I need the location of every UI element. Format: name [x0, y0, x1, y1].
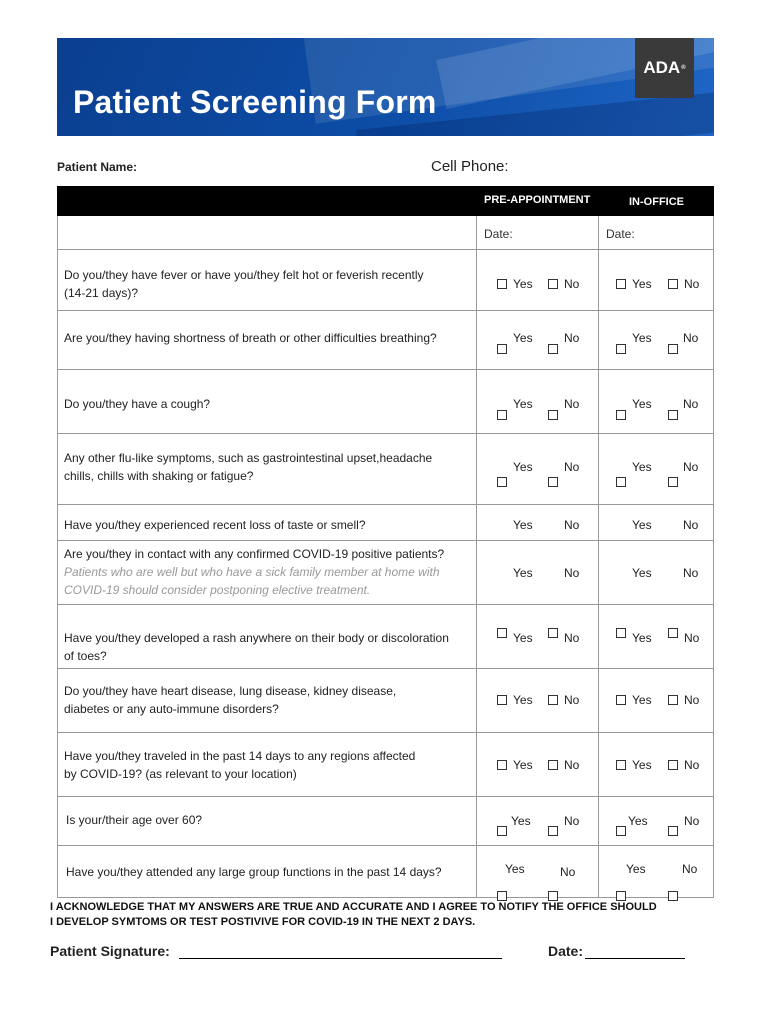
yes-label: Yes — [632, 518, 652, 532]
ada-logo — [635, 38, 694, 98]
pre-appointment-date-label: Date: — [484, 227, 513, 241]
yes-label: Yes — [513, 277, 533, 291]
yes-label: Yes — [632, 758, 652, 772]
no-label: No — [564, 331, 580, 345]
in-yes-checkbox[interactable] — [616, 760, 626, 770]
question-shortness-of-breath — [64, 329, 437, 347]
in-yes-checkbox[interactable] — [616, 695, 626, 705]
question-rash — [64, 629, 449, 665]
question-text: by COVID-19? (as relevant to your location) — [64, 767, 297, 781]
question-text: Have you/they experienced recent loss of taste or smell? — [64, 518, 366, 532]
pre-yes-checkbox[interactable] — [497, 279, 507, 289]
question-text: Are you/they having shortness of breath or other difficulties breathing? — [64, 331, 437, 345]
in-yes-checkbox[interactable] — [616, 344, 626, 354]
yes-label: Yes — [513, 331, 533, 345]
yes-label: Yes — [505, 862, 525, 876]
yes-label: Yes — [632, 693, 652, 707]
question-loss-of-taste — [64, 516, 366, 534]
col-header-pre-appointment: PRE-APPOINTMENT — [484, 194, 591, 206]
question-text: Do you/they have a cough? — [64, 397, 211, 411]
yes-label: Yes — [513, 631, 533, 645]
yes-label: Yes — [511, 814, 531, 828]
in-no-checkbox[interactable] — [668, 760, 678, 770]
pre-yes-checkbox[interactable] — [497, 760, 507, 770]
in-yes-checkbox[interactable] — [616, 628, 626, 638]
pre-yes-checkbox[interactable] — [497, 344, 507, 354]
question-age — [66, 811, 202, 829]
question-flu-like-symptoms — [64, 449, 432, 485]
yes-label: Yes — [513, 566, 533, 580]
no-label: No — [564, 397, 580, 411]
pre-yes-checkbox[interactable] — [497, 628, 507, 638]
in-yes-checkbox[interactable] — [616, 826, 626, 836]
question-text: Do you/they have heart disease, lung disease, kidney disease, — [64, 684, 397, 698]
question-heart-disease — [64, 682, 396, 718]
signature-date-field[interactable] — [585, 958, 685, 959]
in-no-checkbox[interactable] — [668, 477, 678, 487]
page-title: Patient Screening Form — [73, 84, 437, 120]
signature-date-label: Date: — [548, 943, 584, 959]
ada-logo-mark: ® — [681, 65, 686, 71]
in-no-checkbox[interactable] — [668, 695, 678, 705]
yes-label: Yes — [513, 758, 533, 772]
in-yes-checkbox[interactable] — [616, 410, 626, 420]
in-no-checkbox[interactable] — [668, 826, 678, 836]
no-label: No — [564, 814, 580, 828]
question-travel — [64, 747, 415, 783]
yes-label: Yes — [513, 460, 533, 474]
pre-no-checkbox[interactable] — [548, 344, 558, 354]
column-divider — [598, 216, 599, 898]
question-text: Are you/they in contact with any confirmed COVID-19 positive patients? — [64, 547, 445, 561]
question-text: (14-21 days)? — [64, 286, 139, 300]
yes-label: Yes — [513, 397, 533, 411]
question-fever — [64, 266, 424, 302]
question-text: Any other flu-like symptoms, such as gastrointestinal upset,headache — [64, 451, 433, 465]
no-label: No — [684, 631, 700, 645]
yes-label: Yes — [632, 566, 652, 580]
column-divider — [476, 216, 477, 898]
question-text: Is your/their age over 60? — [66, 813, 203, 827]
pre-no-checkbox[interactable] — [548, 477, 558, 487]
yes-label: Yes — [513, 693, 533, 707]
yes-label: Yes — [632, 277, 652, 291]
yes-label: Yes — [628, 814, 648, 828]
yes-label: Yes — [632, 631, 652, 645]
header-banner — [57, 38, 714, 136]
patient-signature-field[interactable] — [179, 958, 502, 959]
no-label: No — [683, 460, 699, 474]
no-label: No — [683, 397, 699, 411]
question-text: Have you/they developed a rash anywhere on their body or discoloration — [64, 631, 449, 645]
pre-yes-checkbox[interactable] — [497, 477, 507, 487]
ada-logo-text: ADA — [643, 58, 681, 77]
table-header-bar — [57, 186, 714, 216]
in-no-checkbox[interactable] — [668, 279, 678, 289]
in-no-checkbox[interactable] — [668, 628, 678, 638]
pre-no-checkbox[interactable] — [548, 760, 558, 770]
no-label: No — [683, 331, 699, 345]
pre-no-checkbox[interactable] — [548, 410, 558, 420]
yes-label: Yes — [632, 397, 652, 411]
cell-phone-label: Cell Phone: — [431, 158, 509, 175]
no-label: No — [564, 693, 580, 707]
acknowledgement-text — [50, 900, 657, 930]
in-yes-checkbox[interactable] — [616, 477, 626, 487]
yes-label: Yes — [513, 518, 533, 532]
question-text: Have you/they attended any large group functions in the past 14 days? — [66, 865, 442, 879]
pre-no-checkbox[interactable] — [548, 695, 558, 705]
in-no-checkbox[interactable] — [668, 891, 678, 901]
no-label: No — [683, 518, 699, 532]
pre-no-checkbox[interactable] — [548, 279, 558, 289]
pre-no-checkbox[interactable] — [548, 628, 558, 638]
col-header-in-office: IN-OFFICE — [629, 196, 684, 208]
no-label: No — [684, 277, 700, 291]
acknowledgement-line: I DEVELOP SYMTOMS OR TEST POSTIVIVE FOR COVID-19 IN THE NEXT 2 DAYS. — [50, 916, 476, 928]
no-label: No — [683, 566, 699, 580]
patient-name-label: Patient Name: — [57, 160, 138, 174]
no-label: No — [564, 460, 580, 474]
acknowledgement-line: I ACKNOWLEDGE THAT MY ANSWERS ARE TRUE AND ACCURATE AND I AGREE TO NOTIFY THE OFFICE SHOULD — [50, 901, 657, 913]
question-text: chills, chills with shaking or fatigue? — [64, 469, 254, 483]
question-covid-contact — [64, 545, 444, 599]
no-label: No — [564, 631, 580, 645]
yes-label: Yes — [632, 460, 652, 474]
question-text: diabetes or any auto-immune disorders? — [64, 702, 279, 716]
in-no-checkbox[interactable] — [668, 344, 678, 354]
no-label: No — [684, 758, 700, 772]
question-cough — [64, 395, 210, 413]
question-note: Patients who are well but who have a sick family member at home with — [64, 565, 440, 579]
pre-yes-checkbox[interactable] — [497, 826, 507, 836]
in-yes-checkbox[interactable] — [616, 279, 626, 289]
pre-yes-checkbox[interactable] — [497, 695, 507, 705]
patient-signature-label: Patient Signature: — [50, 943, 170, 959]
question-text: Have you/they traveled in the past 14 days to any regions affected — [64, 749, 416, 763]
question-group-functions — [66, 863, 442, 881]
yes-label: Yes — [626, 862, 646, 876]
no-label: No — [564, 277, 580, 291]
no-label: No — [560, 865, 576, 879]
no-label: No — [682, 862, 698, 876]
no-label: No — [564, 566, 580, 580]
question-note: COVID-19 should consider postponing elective treatment. — [64, 583, 371, 597]
question-text: Do you/they have fever or have you/they felt hot or feverish recently — [64, 268, 424, 282]
question-text: of toes? — [64, 649, 107, 663]
no-label: No — [564, 758, 580, 772]
pre-no-checkbox[interactable] — [548, 826, 558, 836]
in-office-date-label: Date: — [606, 227, 635, 241]
in-no-checkbox[interactable] — [668, 410, 678, 420]
yes-label: Yes — [632, 331, 652, 345]
no-label: No — [684, 814, 700, 828]
no-label: No — [564, 518, 580, 532]
pre-yes-checkbox[interactable] — [497, 410, 507, 420]
no-label: No — [684, 693, 700, 707]
